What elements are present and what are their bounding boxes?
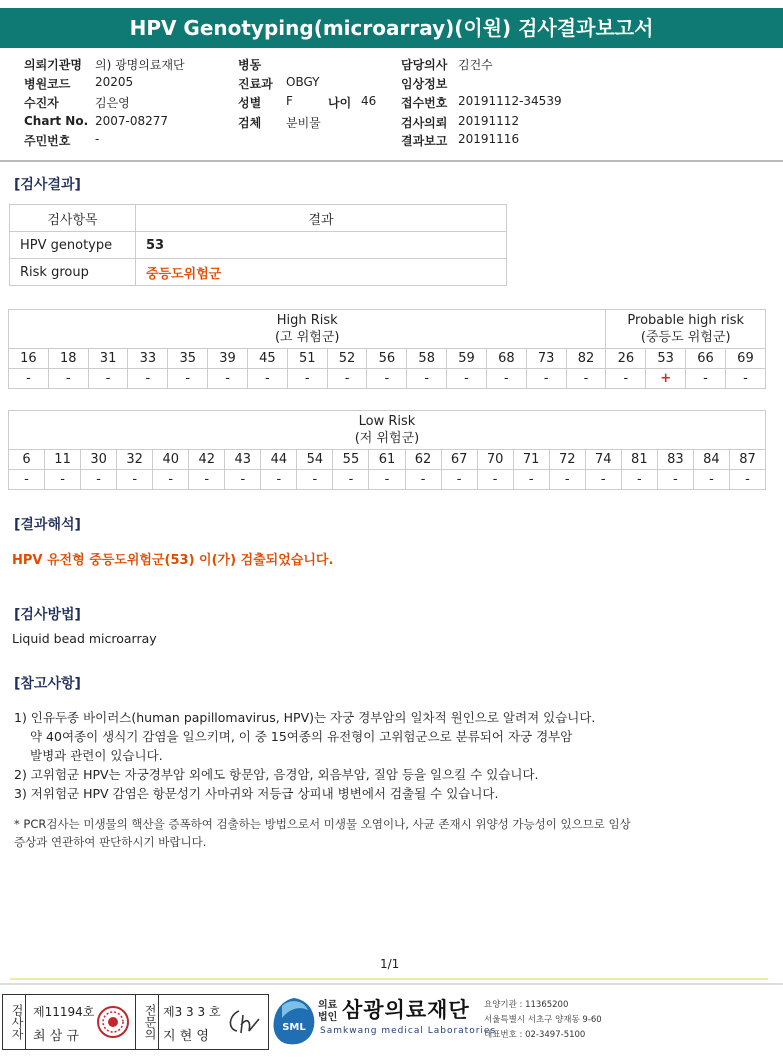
genotype-type-cell: 26 [606,349,646,369]
genotype-type-cell: 72 [549,450,585,470]
info-divider [0,160,783,162]
high-risk-table [8,309,766,389]
age-value: 46 [361,94,377,108]
genotype-type-cell: 53 [646,349,686,369]
genotype-result-cell: - [566,369,606,389]
genotype-result-cell: - [693,470,729,490]
org-type: 의료법인 [318,1000,338,1023]
page-number: 1/1 [380,957,400,971]
method-text: Liquid bead microarray [12,631,157,646]
specialist-name: 지 현 영 [163,1029,209,1044]
reference-section-title: [참고사항] [14,676,81,692]
genotype-result-cell: - [513,470,549,490]
receipt-value: 20191112-34539 [458,94,562,108]
genotype-result-cell: - [208,369,248,389]
chart-label: Chart No. [24,114,89,128]
patient-value: 김은영 [95,96,130,110]
genotype-type-cell: 16 [9,349,49,369]
probable-risk-header [606,310,766,349]
specialist-number: 제3 3 3 호 [163,1005,221,1019]
col-item-header: 검사항목 [10,205,136,232]
hospital-code-value: 20205 [95,75,134,89]
genotype-type-cell: 30 [81,450,117,470]
result-item: Risk group [10,259,136,286]
table-row [10,259,507,286]
genotype-type-cell: 56 [367,349,407,369]
genotype-type-cell: 59 [447,349,487,369]
genotype-type-cell: 51 [287,349,327,369]
institution-label: 의뢰기관명 [24,58,82,72]
id-label: 주민번호 [24,134,71,148]
sml-logo-icon [270,996,318,1048]
genotype-type-cell: 54 [297,450,333,470]
footer-divider [10,978,768,980]
signature-box [2,994,269,1050]
note-line: 1) 인유두종 바이러스(human papillomavirus, HPV)는 자궁 경부암의 일차적 원인으로 알려져 있습니다. [14,710,596,725]
footnote [14,815,774,851]
genotype-result-cell: - [45,470,81,490]
high-risk-results-row [9,369,766,389]
genotype-type-cell: 73 [526,349,566,369]
low-risk-results-row [9,470,766,490]
high-risk-types-row [9,349,766,369]
genotype-type-cell: 32 [117,450,153,470]
genotype-type-cell: 66 [686,349,726,369]
genotype-result-cell: - [585,470,621,490]
genotype-type-cell: 35 [168,349,208,369]
probable-risk-title: Probable high risk [627,313,744,328]
age-label: 나이 [328,96,352,110]
genotype-result-cell: - [48,369,88,389]
genotype-result-cell: - [225,470,261,490]
genotype-type-cell: 68 [486,349,526,369]
genotype-type-cell: 67 [441,450,477,470]
org-address: 서울특별시 서초구 양재동 9-60 [484,1015,602,1025]
genotype-type-cell: 18 [48,349,88,369]
genotype-result-cell: - [189,470,225,490]
dept-label: 진료과 [238,77,273,91]
genotype-result-cell: - [405,470,441,490]
genotype-result-cell: - [261,470,297,490]
interpretation-section-title: [결과해석] [14,517,81,533]
sex-value: F [286,94,293,108]
genotype-type-cell: 6 [9,450,45,470]
col-result-header: 결과 [136,205,507,232]
footnote-line: 증상과 연관하여 판단하시기 바랍니다. [14,835,207,849]
genotype-result-cell: - [369,470,405,490]
specimen-value: 분비물 [286,116,321,130]
org-name: 삼광의료재단 [342,998,470,1022]
genotype-type-cell: 62 [405,450,441,470]
patient-info [0,52,783,152]
high-risk-subtitle: (고 위험군) [274,330,340,345]
institution-value: 의) 광명의료재단 [95,58,185,72]
specialist-label: 전문의 [135,995,159,1049]
patient-label: 수진자 [24,96,59,110]
doctor-value: 김건수 [458,58,493,72]
genotype-result-cell: - [621,470,657,490]
report-label: 결과보고 [401,134,448,148]
report-title: HPV Genotyping(microarray)(이원) 검사결과보고서 [0,8,783,48]
result-table-header [10,205,507,232]
doctor-label: 담당의사 [401,58,448,72]
high-risk-header [9,310,606,349]
genotype-type-cell: 55 [333,450,369,470]
genotype-result-cell: - [441,470,477,490]
result-value: 중등도위험군 [136,259,507,286]
note-line: 3) 저위험군 HPV 감염은 항문성기 사마귀와 저등급 상피내 병변에서 검출될 수 있습니다. [14,786,499,801]
result-item: HPV genotype [10,232,136,259]
seal-icon [96,1005,130,1039]
inspector-name: 최 삼 규 [33,1029,79,1044]
interpretation-text: HPV 유전형 중등도위험군(53) 이(가) 검출되었습니다. [12,553,334,568]
org-code: 요양기관 : 11365200 [484,1000,569,1010]
note-line: 발병과 관련이 있습니다. [30,748,163,763]
high-risk-title: High Risk [276,313,338,328]
genotype-result-cell: - [9,369,49,389]
org-tel: 대표번호 : 02-3497-5100 [484,1030,586,1040]
genotype-type-cell: 81 [621,450,657,470]
genotype-type-cell: 11 [45,450,81,470]
genotype-type-cell: 39 [208,349,248,369]
genotype-result-cell: - [327,369,367,389]
high-risk-header-row [9,310,766,349]
genotype-result-cell: + [646,369,686,389]
genotype-type-cell: 74 [585,450,621,470]
low-risk-table [8,410,766,490]
ward-label: 병동 [238,58,262,72]
reference-notes [14,708,774,803]
inspector-number: 제11194호 [33,1005,95,1019]
genotype-result-cell: - [477,470,513,490]
genotype-type-cell: 82 [566,349,606,369]
result-table [9,204,507,286]
genotype-result-cell: - [526,369,566,389]
genotype-result-cell: - [287,369,327,389]
signature-icon [225,1007,263,1037]
genotype-result-cell: - [81,470,117,490]
genotype-result-cell: - [725,369,765,389]
result-section-title: [검사결과] [14,177,81,193]
table-row [10,232,507,259]
genotype-type-cell: 40 [153,450,189,470]
genotype-type-cell: 84 [693,450,729,470]
id-value: - [95,132,100,146]
note-line: 2) 고위험군 HPV는 자궁경부암 외에도 항문암, 음경암, 외음부암, 질암 등을 일으킬 수 있습니다. [14,767,539,782]
low-risk-header-row [9,411,766,450]
genotype-result-cell: - [486,369,526,389]
genotype-result-cell: - [447,369,487,389]
genotype-type-cell: 44 [261,450,297,470]
low-risk-types-row [9,450,766,470]
genotype-result-cell: - [606,369,646,389]
chart-value: 2007-08277 [95,114,169,128]
genotype-type-cell: 71 [513,450,549,470]
clinical-label: 임상정보 [401,77,448,91]
genotype-type-cell: 87 [729,450,765,470]
genotype-result-cell: - [333,470,369,490]
genotype-result-cell: - [407,369,447,389]
genotype-result-cell: - [153,470,189,490]
request-label: 검사의뢰 [401,116,448,130]
genotype-type-cell: 61 [369,450,405,470]
genotype-type-cell: 52 [327,349,367,369]
genotype-result-cell: - [128,369,168,389]
genotype-result-cell: - [729,470,765,490]
receipt-label: 접수번호 [401,96,448,110]
genotype-result-cell: - [117,470,153,490]
genotype-type-cell: 43 [225,450,261,470]
sex-label: 성별 [238,96,262,110]
genotype-result-cell: - [367,369,407,389]
org-contact [484,998,602,1043]
note-line: 약 40여종이 생식기 감염을 일으키며, 이 중 15여종의 유전형이 고위험군으로 분류되어 자궁 경부암 [30,729,573,744]
genotype-result-cell: - [297,470,333,490]
genotype-result-cell: - [657,470,693,490]
genotype-type-cell: 58 [407,349,447,369]
dept-value: OBGY [286,75,320,89]
footnote-line: * PCR검사는 미생물의 핵산을 증폭하여 검출하는 방법으로서 미생물 오염이나, 사균 존재시 위양성 가능성이 있으므로 임상 [14,817,631,831]
genotype-result-cell: - [247,369,287,389]
probable-risk-subtitle: (중등도 위험군) [640,330,731,345]
footer-divider-gray [0,983,783,985]
specimen-label: 검체 [238,116,262,130]
hospital-code-label: 병원코드 [24,77,71,91]
genotype-type-cell: 83 [657,450,693,470]
genotype-result-cell: - [168,369,208,389]
result-value: 53 [136,232,507,259]
sml-logo-text: SML [282,1022,306,1033]
method-section-title: [검사방법] [14,607,81,623]
genotype-type-cell: 31 [88,349,128,369]
genotype-type-cell: 69 [725,349,765,369]
genotype-type-cell: 42 [189,450,225,470]
genotype-type-cell: 45 [247,349,287,369]
low-risk-subtitle: (저 위험군) [354,431,420,446]
genotype-result-cell: - [549,470,585,490]
org-english-name: Samkwang medical Laboratories [320,1026,497,1036]
report-value: 20191116 [458,132,520,146]
low-risk-title: Low Risk [358,414,416,429]
genotype-result-cell: - [686,369,726,389]
genotype-type-cell: 70 [477,450,513,470]
genotype-result-cell: - [88,369,128,389]
request-value: 20191112 [458,114,520,128]
low-risk-header [9,411,766,450]
genotype-type-cell: 33 [128,349,168,369]
inspector-label: 검사자 [3,995,26,1049]
genotype-result-cell: - [9,470,45,490]
